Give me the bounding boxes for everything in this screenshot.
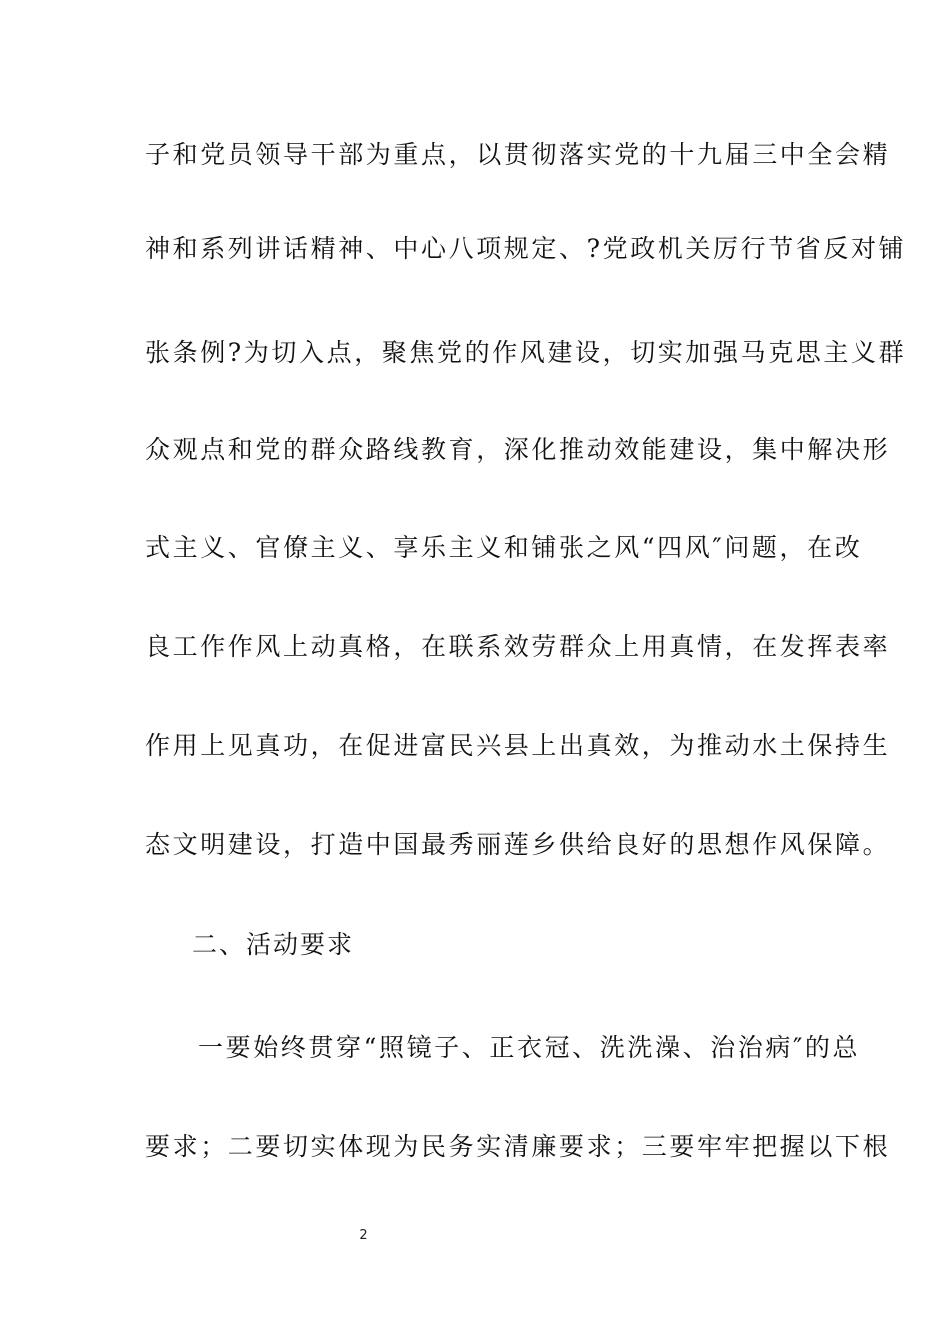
paragraph-line: 式主义、官僚主义、享乐主义和铺张之风“四风″问题，在改	[145, 533, 863, 562]
paragraph-line: 张条例?为切入点，聚焦党的作风建设，切实加强马克思主义群	[145, 338, 907, 367]
paragraph-line: 一要始终贯穿“照镜子、正衣冠、洗洗澡、治治病″的总	[198, 1033, 861, 1062]
section-heading: 二、活动要求	[192, 930, 355, 959]
paragraph-line: 子和党员领导干部为重点，以贯彻落实党的十九届三中全会精	[145, 140, 891, 169]
paragraph-line: 态文明建设，打造中国最秀丽莲乡供给良好的思想作风保障。	[145, 830, 891, 859]
paragraph-line: 众观点和党的群众路线教育，深化推动效能建设，集中解决形	[145, 435, 891, 464]
page-number: 2	[359, 1228, 368, 1243]
paragraph-line: 要求；二要切实体现为民务实清廉要求；三要牢牢把握以下根	[145, 1132, 891, 1161]
paragraph-line: 良工作作风上动真格，在联系效劳群众上用真情，在发挥表率	[145, 632, 891, 661]
paragraph-line: 作用上见真功，在促进富民兴县上出真效，为推动水土保持生	[145, 731, 891, 760]
paragraph-line: 神和系列讲话精神、中心八项规定、?党政机关厉行节省反对铺	[145, 234, 907, 263]
